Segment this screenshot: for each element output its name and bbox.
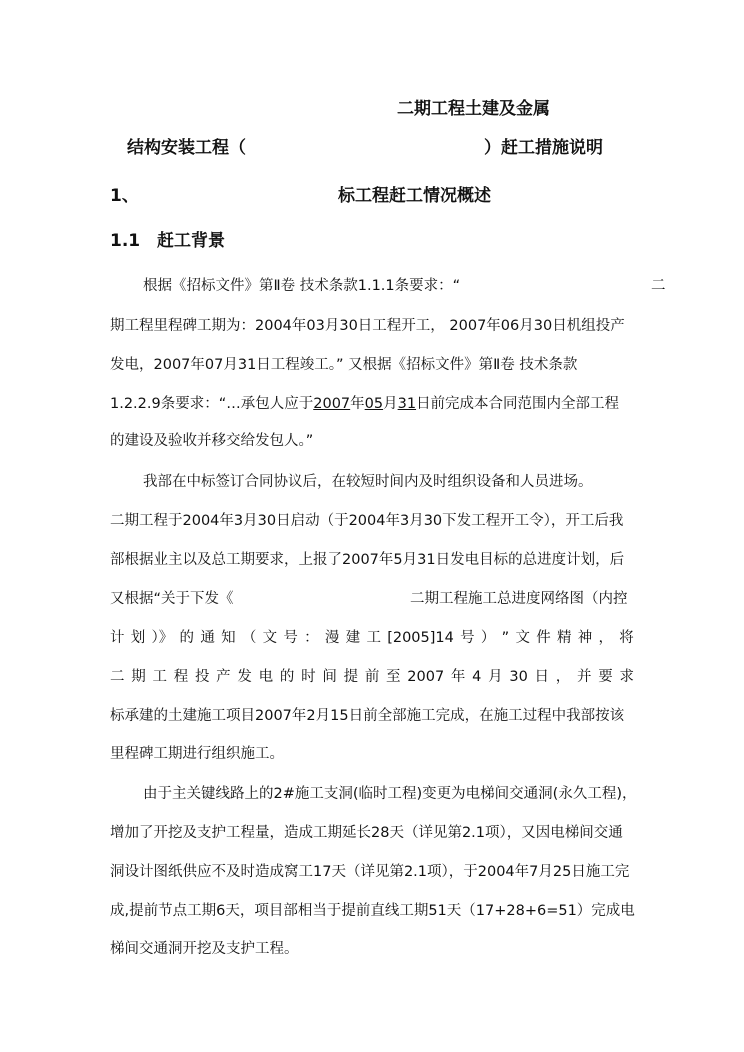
- para2-l6-token: 30: [509, 669, 528, 685]
- para2-l6-token: 月: [488, 669, 503, 685]
- section-1-title: 标工程赶工情况概述: [338, 186, 491, 206]
- para2-l5-token: 的: [179, 630, 195, 646]
- section-1-number: 1、: [110, 186, 139, 206]
- para3-line3: 洞设计图纸供应不及时造成窝工17天（详见第2.1项），于2004年7月25日施工完: [110, 864, 630, 880]
- para2-l6-token: 求: [619, 669, 634, 685]
- para2-l6-token: 提: [343, 669, 359, 685]
- para3-line1: 由于主关键线路上的2#施工支洞(临时工程)变更为电梯间交通洞(永久工程)，: [143, 786, 637, 802]
- para2-l5-token: [2005]14: [387, 630, 454, 646]
- para1-line1a: 根据《招标文件》第Ⅱ卷 技术条款1.1.1条要求：“: [143, 278, 461, 294]
- section-1-1-number: 1.1: [110, 231, 141, 251]
- para2-l5-token: 将: [619, 630, 634, 646]
- para2-l5-token: 神: [577, 630, 593, 646]
- para2-l6-token: 至: [386, 669, 401, 685]
- para2-l6-token: 产: [216, 669, 231, 685]
- para2-l5-token: ，: [598, 630, 614, 646]
- para2-l5-token: 漫: [324, 630, 340, 646]
- para2-l6-token: 前: [364, 669, 380, 685]
- para2-l6-token: 工: [152, 669, 167, 685]
- para1-line5: 的建设及验收并移交给发包人。”: [110, 433, 314, 449]
- para2-l5-token: （: [241, 630, 257, 646]
- para1-day: 31: [397, 396, 417, 412]
- para1-line4-a: 1.2.2.9条要求：“…承包人应于: [110, 396, 314, 412]
- para1-line2: 期工程里程碑工期为：2004年03月30日工程开工， 2007年06月30日机组投产: [110, 318, 625, 334]
- para2-l6-token: 2007: [407, 669, 445, 685]
- para2-l5-token: 文: [262, 630, 278, 646]
- para2-l5-token: 通: [200, 630, 215, 646]
- para2-line7: 标承建的土建施工项目2007年2月15日前全部施工完成，在施工过程中我部按该: [110, 708, 625, 724]
- para3-line4: 成,提前节点工期6天，项目部相当于提前直线工期51天（17+28+6=51）完成电: [110, 903, 635, 919]
- para2-line4b: 二期工程施工总进度网络图（内控: [410, 591, 628, 607]
- para2-l5-token: ：: [304, 630, 319, 646]
- para3-line5: 梯间交通洞开挖及支护工程。: [110, 941, 299, 957]
- para2-l5-token: 划: [130, 630, 146, 646]
- para2-l6-token: 程: [173, 669, 189, 685]
- para2-l5-token: 文: [515, 630, 530, 646]
- para2-l5-token: 件: [536, 630, 551, 646]
- para2-l6-token: 间: [322, 669, 337, 685]
- para2-l5-token: 号: [460, 630, 475, 646]
- para3-line2: 增加了开挖及支护工程量，造成工期延长28天（详见第2.1项），又因电梯间交通: [110, 825, 623, 841]
- para1-year: 2007: [313, 396, 351, 412]
- para2-line8: 里程碑工期进行组织施工。: [110, 746, 284, 762]
- para2-line5: [110, 628, 634, 648]
- para1-year-unit: 年: [350, 396, 365, 412]
- para2-l6-token: 并: [577, 669, 592, 685]
- para2-l6-token: 要: [598, 669, 613, 685]
- para2-line6: [110, 667, 634, 687]
- title-line-1: 二期工程土建及金属: [397, 99, 550, 119]
- para2-l6-token: 二: [110, 669, 125, 685]
- para1-month-unit: 月: [383, 396, 398, 412]
- para2-l6-token: ，: [555, 669, 571, 685]
- para2-line4a: 又根据“关于下发《: [110, 591, 234, 607]
- para1-line4: [110, 394, 619, 414]
- para2-l6-token: 发: [237, 669, 252, 685]
- para2-line3: 部根据业主以及总工期要求，上报了2007年5月31日发电目标的总进度计划，后: [110, 552, 625, 568]
- para1-line4-e: 日前完成本合同范围内全部工程: [416, 396, 620, 412]
- para2-l5-token: ”: [501, 630, 510, 646]
- para2-l5-token: ）》: [151, 630, 174, 646]
- section-1-1-title: 赶工背景: [157, 231, 225, 251]
- para2-l5-token: 精: [556, 630, 572, 646]
- para2-l5-token: 知: [221, 630, 236, 646]
- para1-line3: 发电，2007年07月31日工程竣工。” 又根据《招标文件》第Ⅱ卷 技术条款: [110, 357, 578, 373]
- para2-l5-token: 计: [110, 630, 125, 646]
- para1-month: 05: [364, 396, 384, 412]
- para2-l6-token: 电: [258, 669, 274, 685]
- para2-l6-token: 日: [534, 669, 550, 685]
- para1-line1b: 二: [651, 278, 666, 294]
- para2-l6-token: 期: [131, 669, 146, 685]
- para2-l6-token: 投: [194, 669, 210, 685]
- para2-l6-token: 时: [301, 669, 316, 685]
- para2-l6-token: 年: [450, 669, 466, 685]
- title-line-2-right: ）赶工措施说明: [484, 138, 603, 158]
- para2-line2: 二期工程于2004年3月30日启动（于2004年3月30下发工程开工令），开工后我: [110, 513, 624, 529]
- para2-l5-token: ）: [480, 630, 496, 646]
- para2-l5-token: 工: [366, 630, 381, 646]
- para2-line1: 我部在中标签订合同协议后，在较短时间内及时组织设备和人员进场。: [143, 474, 593, 490]
- para2-l5-token: 号: [283, 630, 298, 646]
- para2-l6-token: 的: [279, 669, 295, 685]
- para2-l5-token: 建: [345, 630, 361, 646]
- title-line-2-left: 结构安装工程（: [127, 138, 246, 158]
- para2-l6-token: 4: [472, 669, 482, 685]
